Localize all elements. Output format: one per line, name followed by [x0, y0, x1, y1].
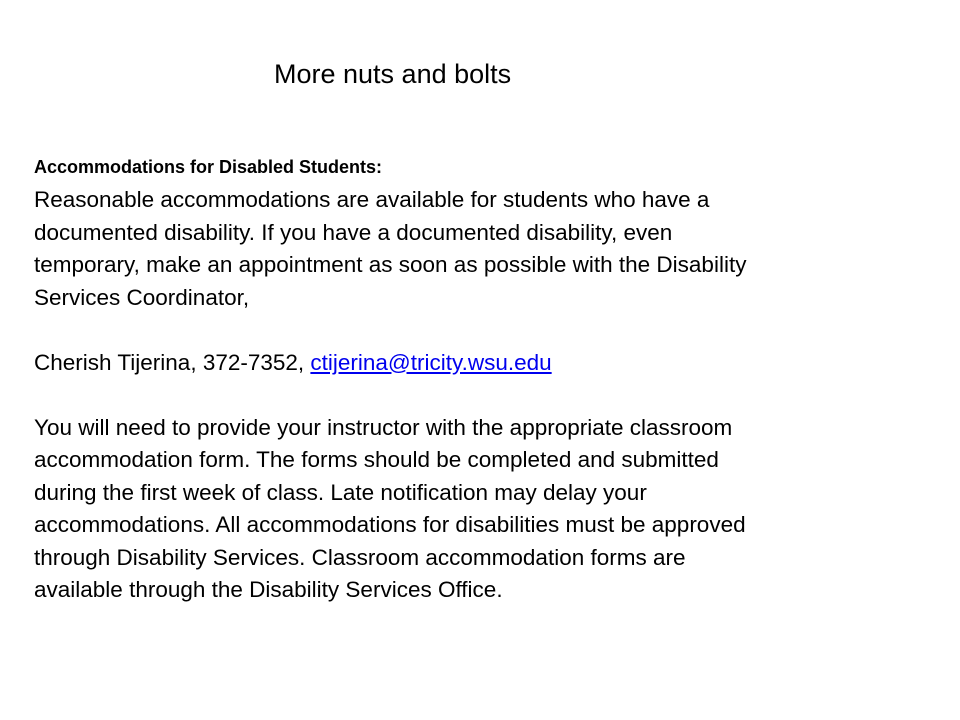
- intro-line: temporary, make an appointment as soon as possible with the Disability: [34, 252, 747, 277]
- instructions-line: accommodation form. The forms should be completed and submitted: [34, 447, 719, 472]
- email-link[interactable]: ctijerina@tricity.wsu.edu: [310, 349, 552, 375]
- intro-line: Services Coordinator,: [34, 284, 250, 310]
- instructions-line: You will need to provide your instructor with the appropriate classroom: [34, 414, 733, 440]
- instructions-line: through Disability Services. Classroom accommodation forms are: [34, 544, 686, 570]
- contact-line: [34, 347, 934, 380]
- instructions-line: during the first week of class. Late notification may delay your: [34, 479, 647, 505]
- contact-name-phone: Cherish Tijerina, 372-7352,: [34, 349, 311, 375]
- intro-line: documented disability. If you have a documented disability, even: [34, 219, 673, 245]
- paragraph-spacer: [34, 379, 934, 412]
- instructions-line: available through the Disability Services Office.: [34, 577, 503, 602]
- intro-line: Reasonable accommodations are available for students who have a: [34, 187, 710, 212]
- slide-content: [34, 152, 934, 607]
- intro-paragraph: [34, 184, 934, 314]
- section-heading: Accommodations for Disabled Students:: [34, 157, 383, 177]
- contact-row: [34, 347, 934, 380]
- paragraph-spacer: [34, 314, 934, 347]
- instructions-line: accommodations. All accommodations for disabilities must be approved: [34, 512, 746, 537]
- slide-title: More nuts and bolts: [274, 59, 512, 89]
- instructions-paragraph: [34, 412, 934, 607]
